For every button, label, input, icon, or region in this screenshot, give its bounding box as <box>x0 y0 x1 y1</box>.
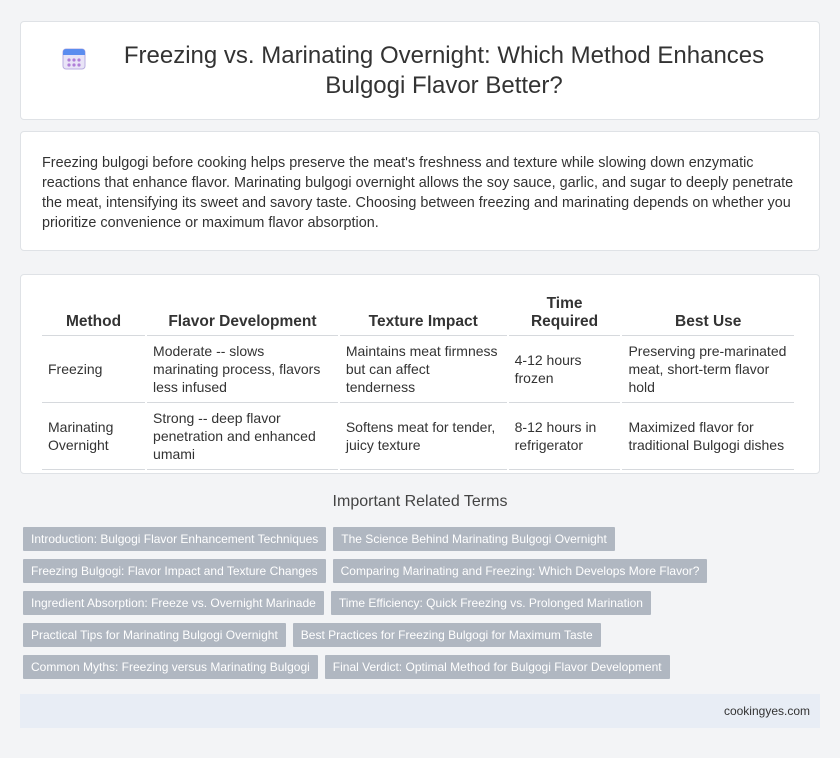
table-cell: Maximized flavor for traditional Bulgogi dishes <box>622 403 794 470</box>
table-cell: Moderate -- slows marinating process, flavors less infused <box>147 336 338 403</box>
calendar-icon <box>61 45 87 71</box>
table-cell: Freezing <box>42 336 145 403</box>
intro-paragraph: Freezing bulgogi before cooking helps preserve the meat's freshness and texture while slowing down enzymatic reactions that enhance flavor. Marinating bulgogi overnight allows the soy sauce, garlic, and sugar to deeply penetrate the meat, intensifying its sweet and savory taste. Choosing between freezing and marinating depends on whether you prioritize convenience or maximum flavor absorption. <box>42 155 794 231</box>
tag-row <box>23 527 823 551</box>
table-cell: Strong -- deep flavor penetration and enhanced umami <box>147 403 338 470</box>
related-term-tag[interactable]: Time Efficiency: Quick Freezing vs. Prolonged Marination <box>331 591 651 615</box>
comparison-table-card <box>20 274 820 474</box>
column-header: Method <box>42 293 145 336</box>
table-header-row <box>42 293 794 336</box>
column-header: Best Use <box>622 293 794 336</box>
related-term-tag[interactable]: The Science Behind Marinating Bulgogi Overnight <box>333 527 615 551</box>
table-row <box>42 336 794 403</box>
related-term-tag[interactable]: Comparing Marinating and Freezing: Which Develops More Flavor? <box>333 559 708 583</box>
table-cell: Marinating Overnight <box>42 403 145 470</box>
related-term-tag[interactable]: Practical Tips for Marinating Bulgogi Overnight <box>23 623 286 647</box>
tag-row <box>23 559 823 583</box>
related-term-tag[interactable]: Final Verdict: Optimal Method for Bulgogi Flavor Development <box>325 655 670 679</box>
table-row <box>42 403 794 470</box>
title-wrap <box>61 41 779 101</box>
page-title: Freezing vs. Marinating Overnight: Which Method Enhances Bulgogi Flavor Better? <box>123 41 765 99</box>
table-cell: 8-12 hours in refrigerator <box>509 403 621 470</box>
table-cell: Maintains meat firmness but can affect tenderness <box>340 336 507 403</box>
tag-row <box>23 591 823 615</box>
column-header: Flavor Development <box>147 293 338 336</box>
related-term-tag[interactable]: Freezing Bulgogi: Flavor Impact and Texture Changes <box>23 559 326 583</box>
tag-row <box>23 655 823 679</box>
column-header: Time Required <box>509 293 621 336</box>
related-term-tag[interactable]: Introduction: Bulgogi Flavor Enhancement Techniques <box>23 527 326 551</box>
title-card <box>20 21 820 120</box>
footer <box>20 694 820 728</box>
related-term-tag[interactable]: Ingredient Absorption: Freeze vs. Overnight Marinade <box>23 591 324 615</box>
related-terms-heading: Important Related Terms <box>332 493 508 510</box>
related-terms-list <box>23 527 823 687</box>
column-header: Texture Impact <box>340 293 507 336</box>
comparison-table <box>40 293 796 470</box>
tag-row <box>23 623 823 647</box>
related-term-tag[interactable]: Best Practices for Freezing Bulgogi for Maximum Taste <box>293 623 601 647</box>
footer-site-link[interactable]: cookingyes.com <box>723 704 810 718</box>
table-cell: 4-12 hours frozen <box>509 336 621 403</box>
table-cell: Preserving pre-marinated meat, short-term flavor hold <box>622 336 794 403</box>
table-cell: Softens meat for tender, juicy texture <box>340 403 507 470</box>
intro-card <box>20 131 820 251</box>
related-term-tag[interactable]: Common Myths: Freezing versus Marinating Bulgogi <box>23 655 318 679</box>
